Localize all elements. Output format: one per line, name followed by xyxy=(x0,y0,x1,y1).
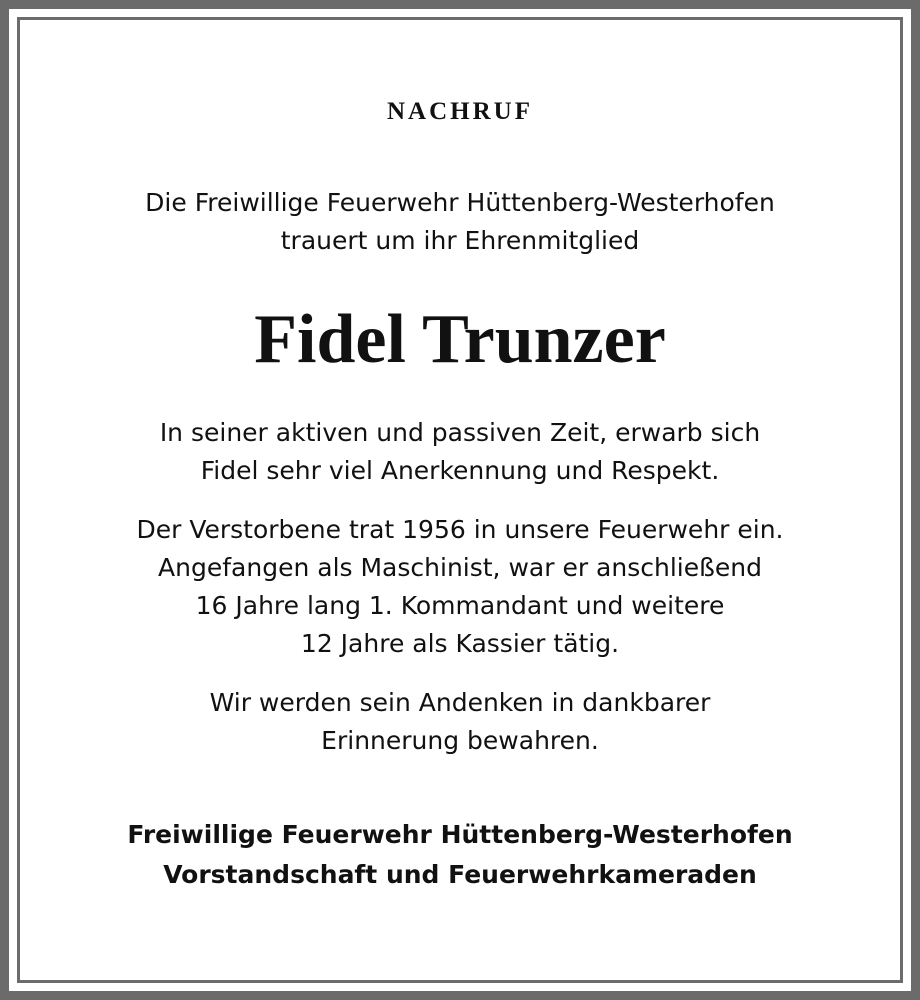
intro-line: Die Freiwillige Feuerwehr Hüttenberg-Westerhofen xyxy=(145,188,775,217)
notice-heading: NACHRUF xyxy=(387,98,533,125)
signature-organization: Freiwillige Feuerwehr Hüttenberg-Westerhofen xyxy=(127,820,793,849)
paragraph-line: Erinnerung bewahren. xyxy=(321,726,599,755)
remembrance-paragraph xyxy=(0,684,920,760)
intro-text xyxy=(0,184,920,260)
paragraph-line: In seiner aktiven und passiven Zeit, erwarb sich xyxy=(159,418,761,447)
signature-members: Vorstandschaft und Feuerwehrkameraden xyxy=(163,860,757,889)
signature-block xyxy=(0,815,920,895)
tribute-paragraph xyxy=(0,414,920,490)
paragraph-line: 16 Jahre lang 1. Kommandant und weitere xyxy=(195,591,725,620)
paragraph-line: Angefangen als Maschinist, war er anschließend xyxy=(158,553,762,582)
paragraph-line: Der Verstorbene trat 1956 in unsere Feuerwehr ein. xyxy=(136,515,784,544)
biography-paragraph xyxy=(0,511,920,663)
intro-line: trauert um ihr Ehrenmitglied xyxy=(280,226,640,255)
deceased-name: Fidel Trunzer xyxy=(254,301,666,378)
paragraph-line: 12 Jahre als Kassier tätig. xyxy=(300,629,620,658)
paragraph-line: Wir werden sein Andenken in dankbarer xyxy=(209,688,711,717)
paragraph-line: Fidel sehr viel Anerkennung und Respekt. xyxy=(200,456,720,485)
